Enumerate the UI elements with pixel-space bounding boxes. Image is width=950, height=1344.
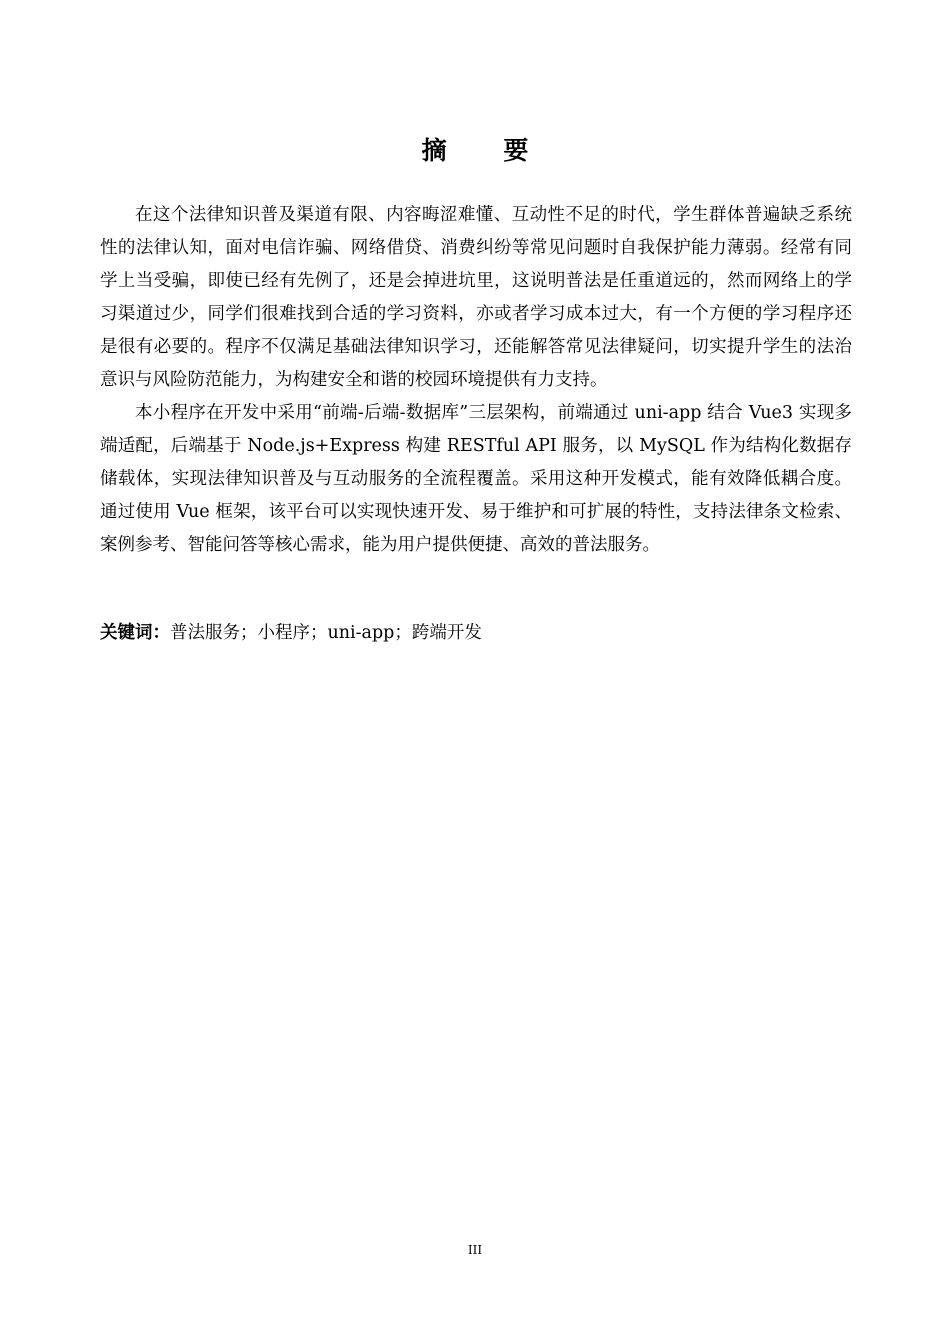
keywords-line — [100, 617, 852, 650]
abstract-paragraph-2: 本小程序在开发中采用“前端-后端-数据库”三层架构，前端通过 uni-app 结合 Vue3 实现多端适配，后端基于 Node.js+Express 构建 RESTful API 服务，以 MySQL 作为结构化数据存储载体，实现法律知识普及与互动服务的全流程覆盖。采用这种开发模式，能有效降低耦合度。通过使用 Vue 框架，该平台可以实现快速开发、易于维护和可扩展的特性，支持法律条文检索、案例参考、智能问答等核心需求，能为用户提供便捷、高效的普法服务。 — [100, 403, 852, 555]
page-title: 摘 要 — [421, 136, 553, 165]
abstract-body — [100, 199, 852, 562]
keywords-label: 关键词： — [100, 623, 170, 643]
abstract-paragraph-1: 在这个法律知识普及渠道有限、内容晦涩难懂、互动性不足的时代，学生群体普遍缺乏系统性的法律认知，面对电信诈骗、网络借贷、消费纠纷等常见问题时自我保护能力薄弱。经常有同学上当受骗，即使已经有先例了，还是会掉进坑里，这说明普法是任重道远的，然而网络上的学习渠道过少，同学们很难找到合适的学习资料，亦或者学习成本过大，有一个方便的学习程序还是很有必要的。程序不仅满足基础法律知识学习，还能解答常见法律疑问，切实提升学生的法治意识与风险防范能力，为构建安全和谐的校园环境提供有力支持。 — [100, 205, 852, 390]
page-number: III — [467, 1243, 483, 1257]
keywords-text: 普法服务；小程序；uni-app；跨端开发 — [170, 623, 482, 643]
